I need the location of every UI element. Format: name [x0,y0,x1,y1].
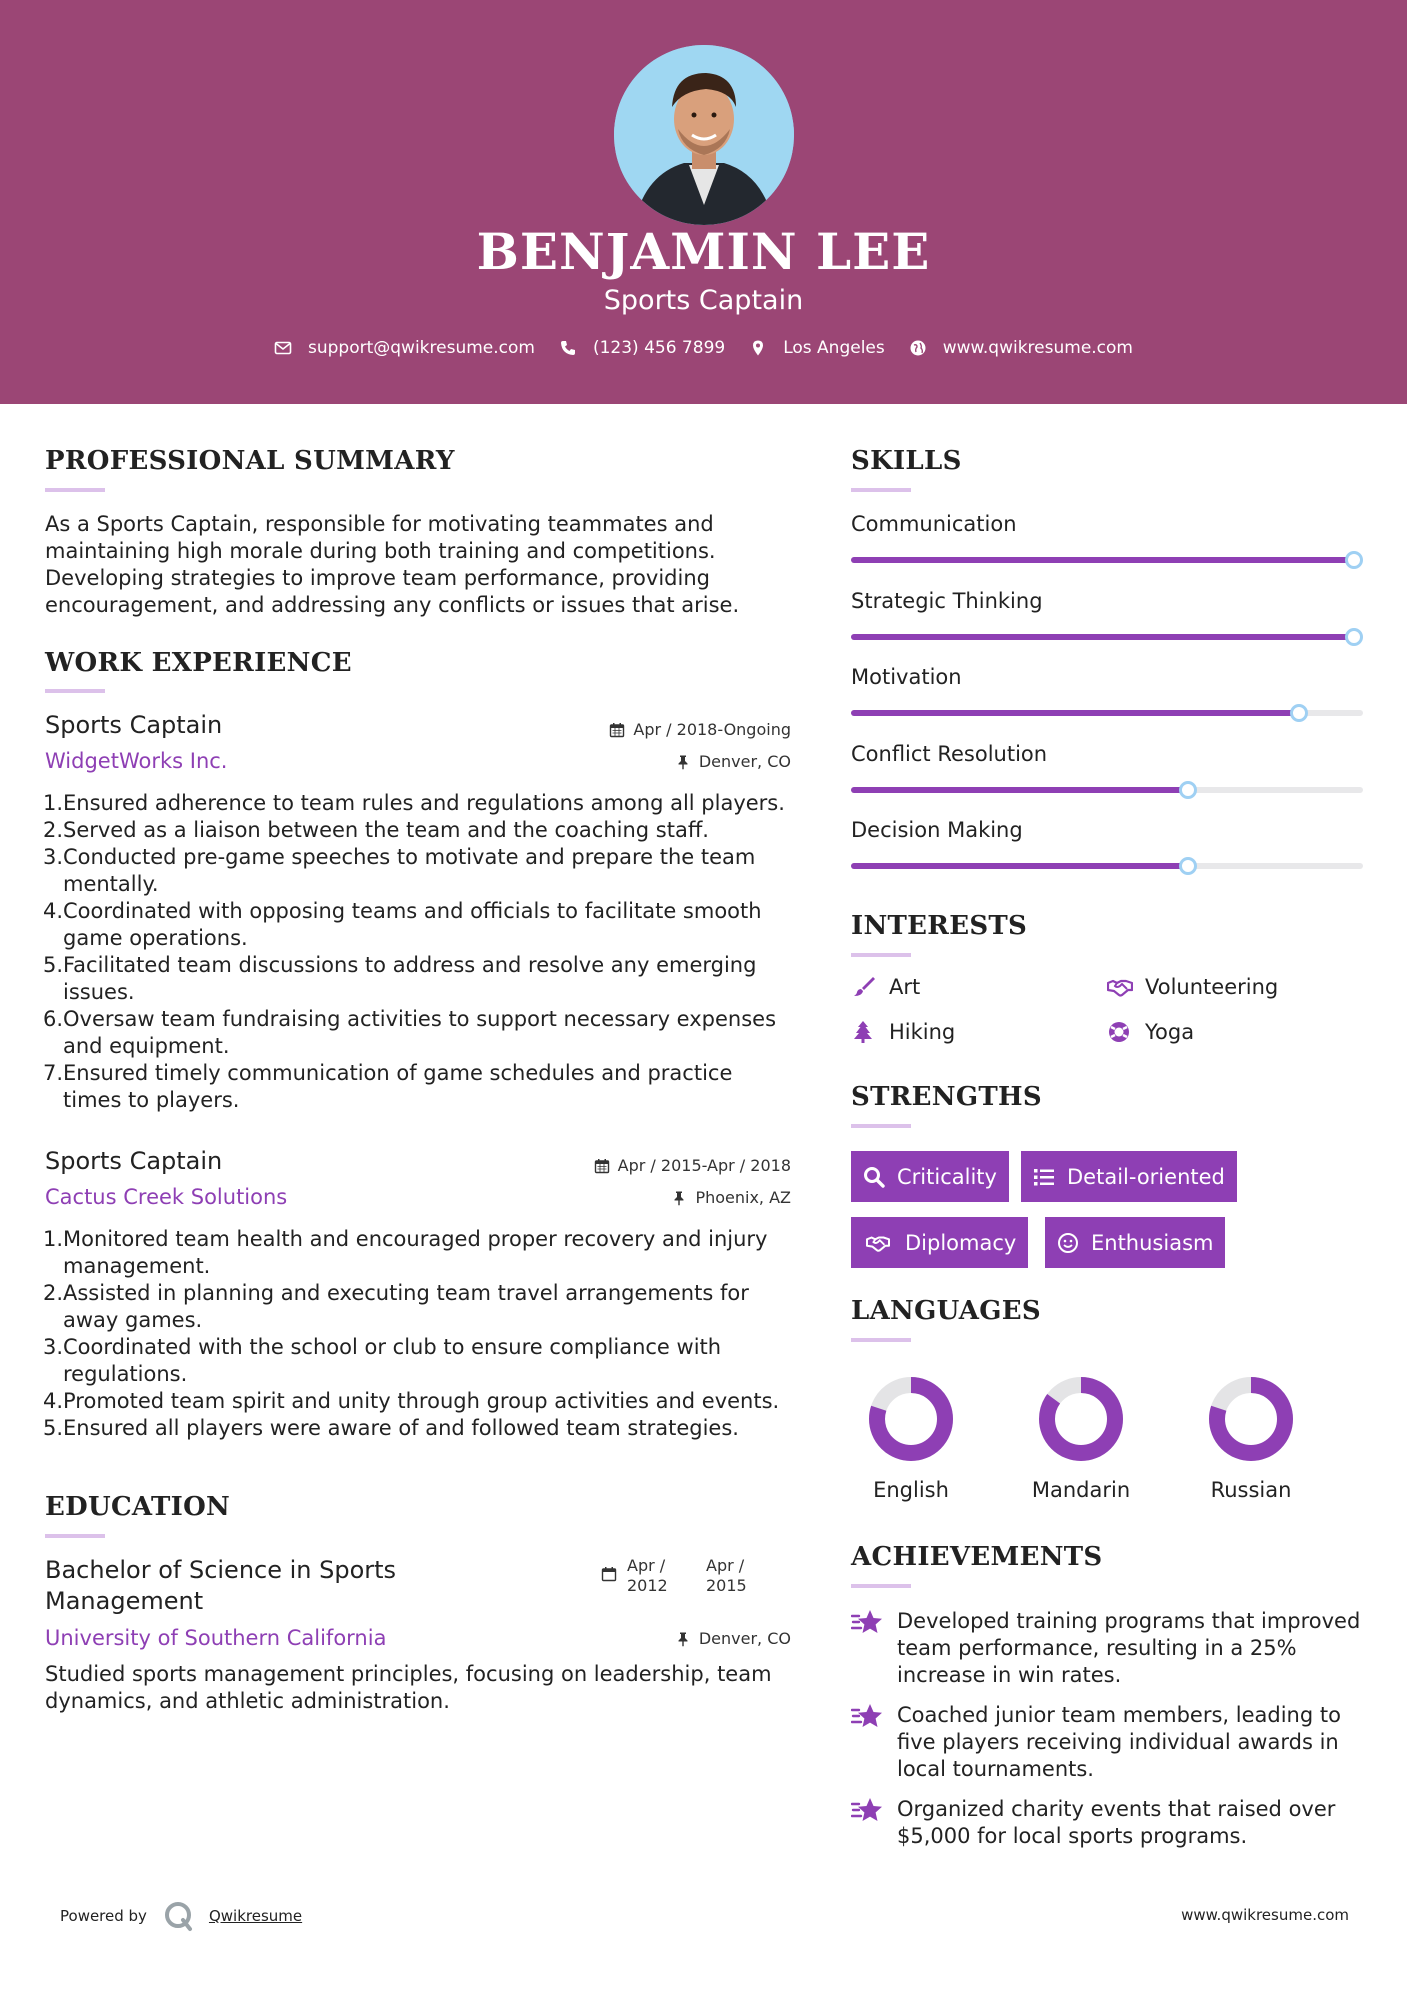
strengths-divider [851,1124,911,1128]
job-2-dates-text: Apr / 2015-Apr / 2018 [617,1156,791,1175]
degree-title: Bachelor of Science in Sports Management [45,1556,397,1615]
job-2-duties [45,1226,795,1442]
contact-email[interactable] [274,338,535,358]
language-item [1026,1374,1136,1502]
job-2-company: Cactus Creek Solutions [45,1185,288,1209]
globe-icon [909,339,927,357]
languages-heading: LANGUAGES [851,1296,1041,1326]
skill-bar-fill [851,557,1354,563]
contact-bar [0,338,1407,358]
experience-divider [45,689,105,693]
school-name: University of Southern California [45,1626,387,1650]
language-donut [856,1374,966,1464]
qwikresume-logo-icon [163,1900,195,1932]
duty-item: 3. Conducted pre-game speeches to motivate and prepare the team mentally. [43,845,756,896]
interest-volunteering: Volunteering [1107,975,1278,999]
skill-bar [851,710,1363,716]
job-1-company: WidgetWorks Inc. [45,749,228,773]
strength-enthusiasm: Enthusiasm [1045,1217,1225,1268]
education-divider [45,1534,105,1538]
job-2-title: Sports Captain [45,1147,223,1175]
strength-criticality: Criticality [851,1151,1009,1202]
interest-yoga: Yoga [1107,1020,1194,1044]
interest-art: Art [851,975,920,999]
language-name: English [873,1478,949,1502]
achievement-text: Organized charity events that raised over $5,000 for local sports programs. [897,1797,1336,1848]
skills-heading: SKILLS [851,446,962,476]
language-name: Russian [1210,1478,1292,1502]
location-text: Los Angeles [783,338,885,358]
list-icon [1033,1166,1055,1188]
skill-bar [851,863,1363,869]
skill-bar-fill [851,634,1354,640]
skill-bar-knob [1179,781,1197,799]
language-item [856,1374,966,1502]
duty-item: 1. Monitored team health and encouraged proper recovery and injury management. [43,1227,768,1278]
calendar-icon [594,1158,610,1174]
duty-item: 5. Ensured all players were aware of and followed team strategies. [43,1416,739,1440]
calendar-icon [609,722,625,738]
languages-divider [851,1338,911,1342]
handshake-icon [863,1232,893,1254]
interests-divider [851,953,911,957]
duty-item: 6. Oversaw team fundraising activities to support necessary expenses and equipment. [43,1007,777,1058]
achievement-item [851,1608,1371,1689]
job-1-location-text: Denver, CO [698,752,791,771]
duty-item: 4. Coordinated with opposing teams and officials to facilitate smooth game operations. [43,899,762,950]
smile-icon [1057,1232,1079,1254]
star-icon [851,1796,883,1826]
duty-item: 2. Assisted in planning and executing team travel arrangements for away games. [43,1281,749,1332]
job-2-location-text: Phoenix, AZ [695,1188,791,1207]
skill-bar-fill [851,863,1188,869]
envelope-icon [274,339,292,357]
skill-label: Motivation [851,665,962,689]
achievement-item [851,1702,1371,1783]
skill-label: Strategic Thinking [851,588,1043,613]
skill-bar-fill [851,710,1299,716]
language-name: Mandarin [1031,1478,1131,1502]
qwikresume-link[interactable]: Qwikresume [208,1907,303,1925]
duty-item: 3. Coordinated with the school or club to ensure compliance with regulations. [43,1335,722,1386]
phone-text: (123) 456 7899 [592,338,726,358]
resume-header [0,0,1407,404]
star-icon [851,1608,883,1638]
job-1-dates [560,720,791,739]
job-2-location [560,1188,791,1207]
job-1-location [560,752,791,771]
powered-by [60,1900,302,1932]
interests-heading: INTERESTS [851,911,1028,941]
search-icon [863,1166,885,1188]
education-start-date: Apr / 2012 [627,1556,668,1595]
job-1-duties [45,790,795,1114]
skill-bar [851,557,1363,563]
achievement-text: Developed training programs that improved team performance, resulting in a 25% increase in win rates. [897,1609,1361,1687]
tree-icon [851,1020,877,1044]
education-description: Studied sports management principles, focusing on leadership, team dynamics, and athletic administration. [45,1662,772,1713]
powered-by-label: Powered by [60,1907,147,1925]
achievement-item [851,1796,1371,1850]
pushpin-icon [675,754,691,770]
skill-bar-knob [1290,704,1308,722]
handshake-icon [1107,975,1133,999]
skill-bar-knob [1179,857,1197,875]
star-icon [851,1702,883,1732]
language-donut [1196,1374,1306,1464]
skill-bar-fill [851,787,1188,793]
summary-divider [45,488,105,492]
skill-bar [851,787,1363,793]
contact-phone[interactable] [559,338,725,358]
candidate-title: Sports Captain [603,285,804,316]
duty-item: 7. Ensured timely communication of game schedules and practice times to players. [43,1061,733,1112]
skill-label: Communication [851,512,1017,536]
duty-item: 4. Promoted team spirit and unity through group activities and events. [43,1389,780,1413]
duty-item: 5. Facilitated team discussions to address and resolve any emerging issues. [43,953,757,1004]
language-donut [1026,1374,1136,1464]
map-pin-icon [749,339,767,357]
language-item [1196,1374,1306,1502]
achievement-text: Coached junior team members, leading to five players receiving individual awards in local tournaments. [897,1703,1341,1781]
duty-item: 2. Served as a liaison between the team and the coaching staff. [43,818,709,842]
lifering-icon [1107,1020,1133,1044]
summary-text: As a Sports Captain, responsible for motivating teammates and maintaining high morale during both training and competitions. Developing strategies to improve team performance, providing encouragement, and addressing any conflicts or issues that arise. [45,512,740,617]
skill-bar-knob [1345,628,1363,646]
website-text: www.qwikresume.com [942,338,1133,358]
education-heading: EDUCATION [45,1492,231,1522]
paintbrush-icon [851,975,877,999]
strength-detail-oriented: Detail-oriented [1021,1151,1237,1202]
strengths-heading: STRENGTHS [851,1082,1042,1112]
education-location: Denver, CO [560,1629,791,1648]
interest-hiking: Hiking [851,1020,955,1044]
avatar [614,45,794,225]
footer-website[interactable]: www.qwikresume.com [1181,1906,1349,1924]
duty-item: 1. Ensured adherence to team rules and regulations among all players. [43,791,785,815]
job-1-title: Sports Captain [45,711,223,739]
skill-label: Decision Making [851,818,1023,842]
phone-icon [559,339,577,357]
education-end-date: Apr / 2015 [706,1556,747,1595]
contact-website[interactable] [909,338,1133,358]
pushpin-icon [675,1631,691,1647]
email-text: support@qwikresume.com [308,338,535,358]
pushpin-icon [671,1190,687,1206]
job-2-dates [540,1156,791,1175]
skill-bar [851,634,1363,640]
avatar-photo [614,45,794,225]
contact-location [749,338,885,358]
strength-diplomacy: Diplomacy [851,1217,1028,1268]
candidate-name: BENJAMIN LEE [476,222,931,281]
job-1-dates-text: Apr / 2018-Ongoing [633,720,791,739]
experience-heading: WORK EXPERIENCE [45,648,352,678]
achievements-heading: ACHIEVEMENTS [851,1542,1103,1572]
calendar-icon [601,1566,617,1582]
skill-label: Conflict Resolution [851,741,1048,766]
summary-heading: PROFESSIONAL SUMMARY [45,446,455,476]
achievements-divider [851,1584,911,1588]
skills-divider [851,488,911,492]
skill-bar-knob [1345,551,1363,569]
